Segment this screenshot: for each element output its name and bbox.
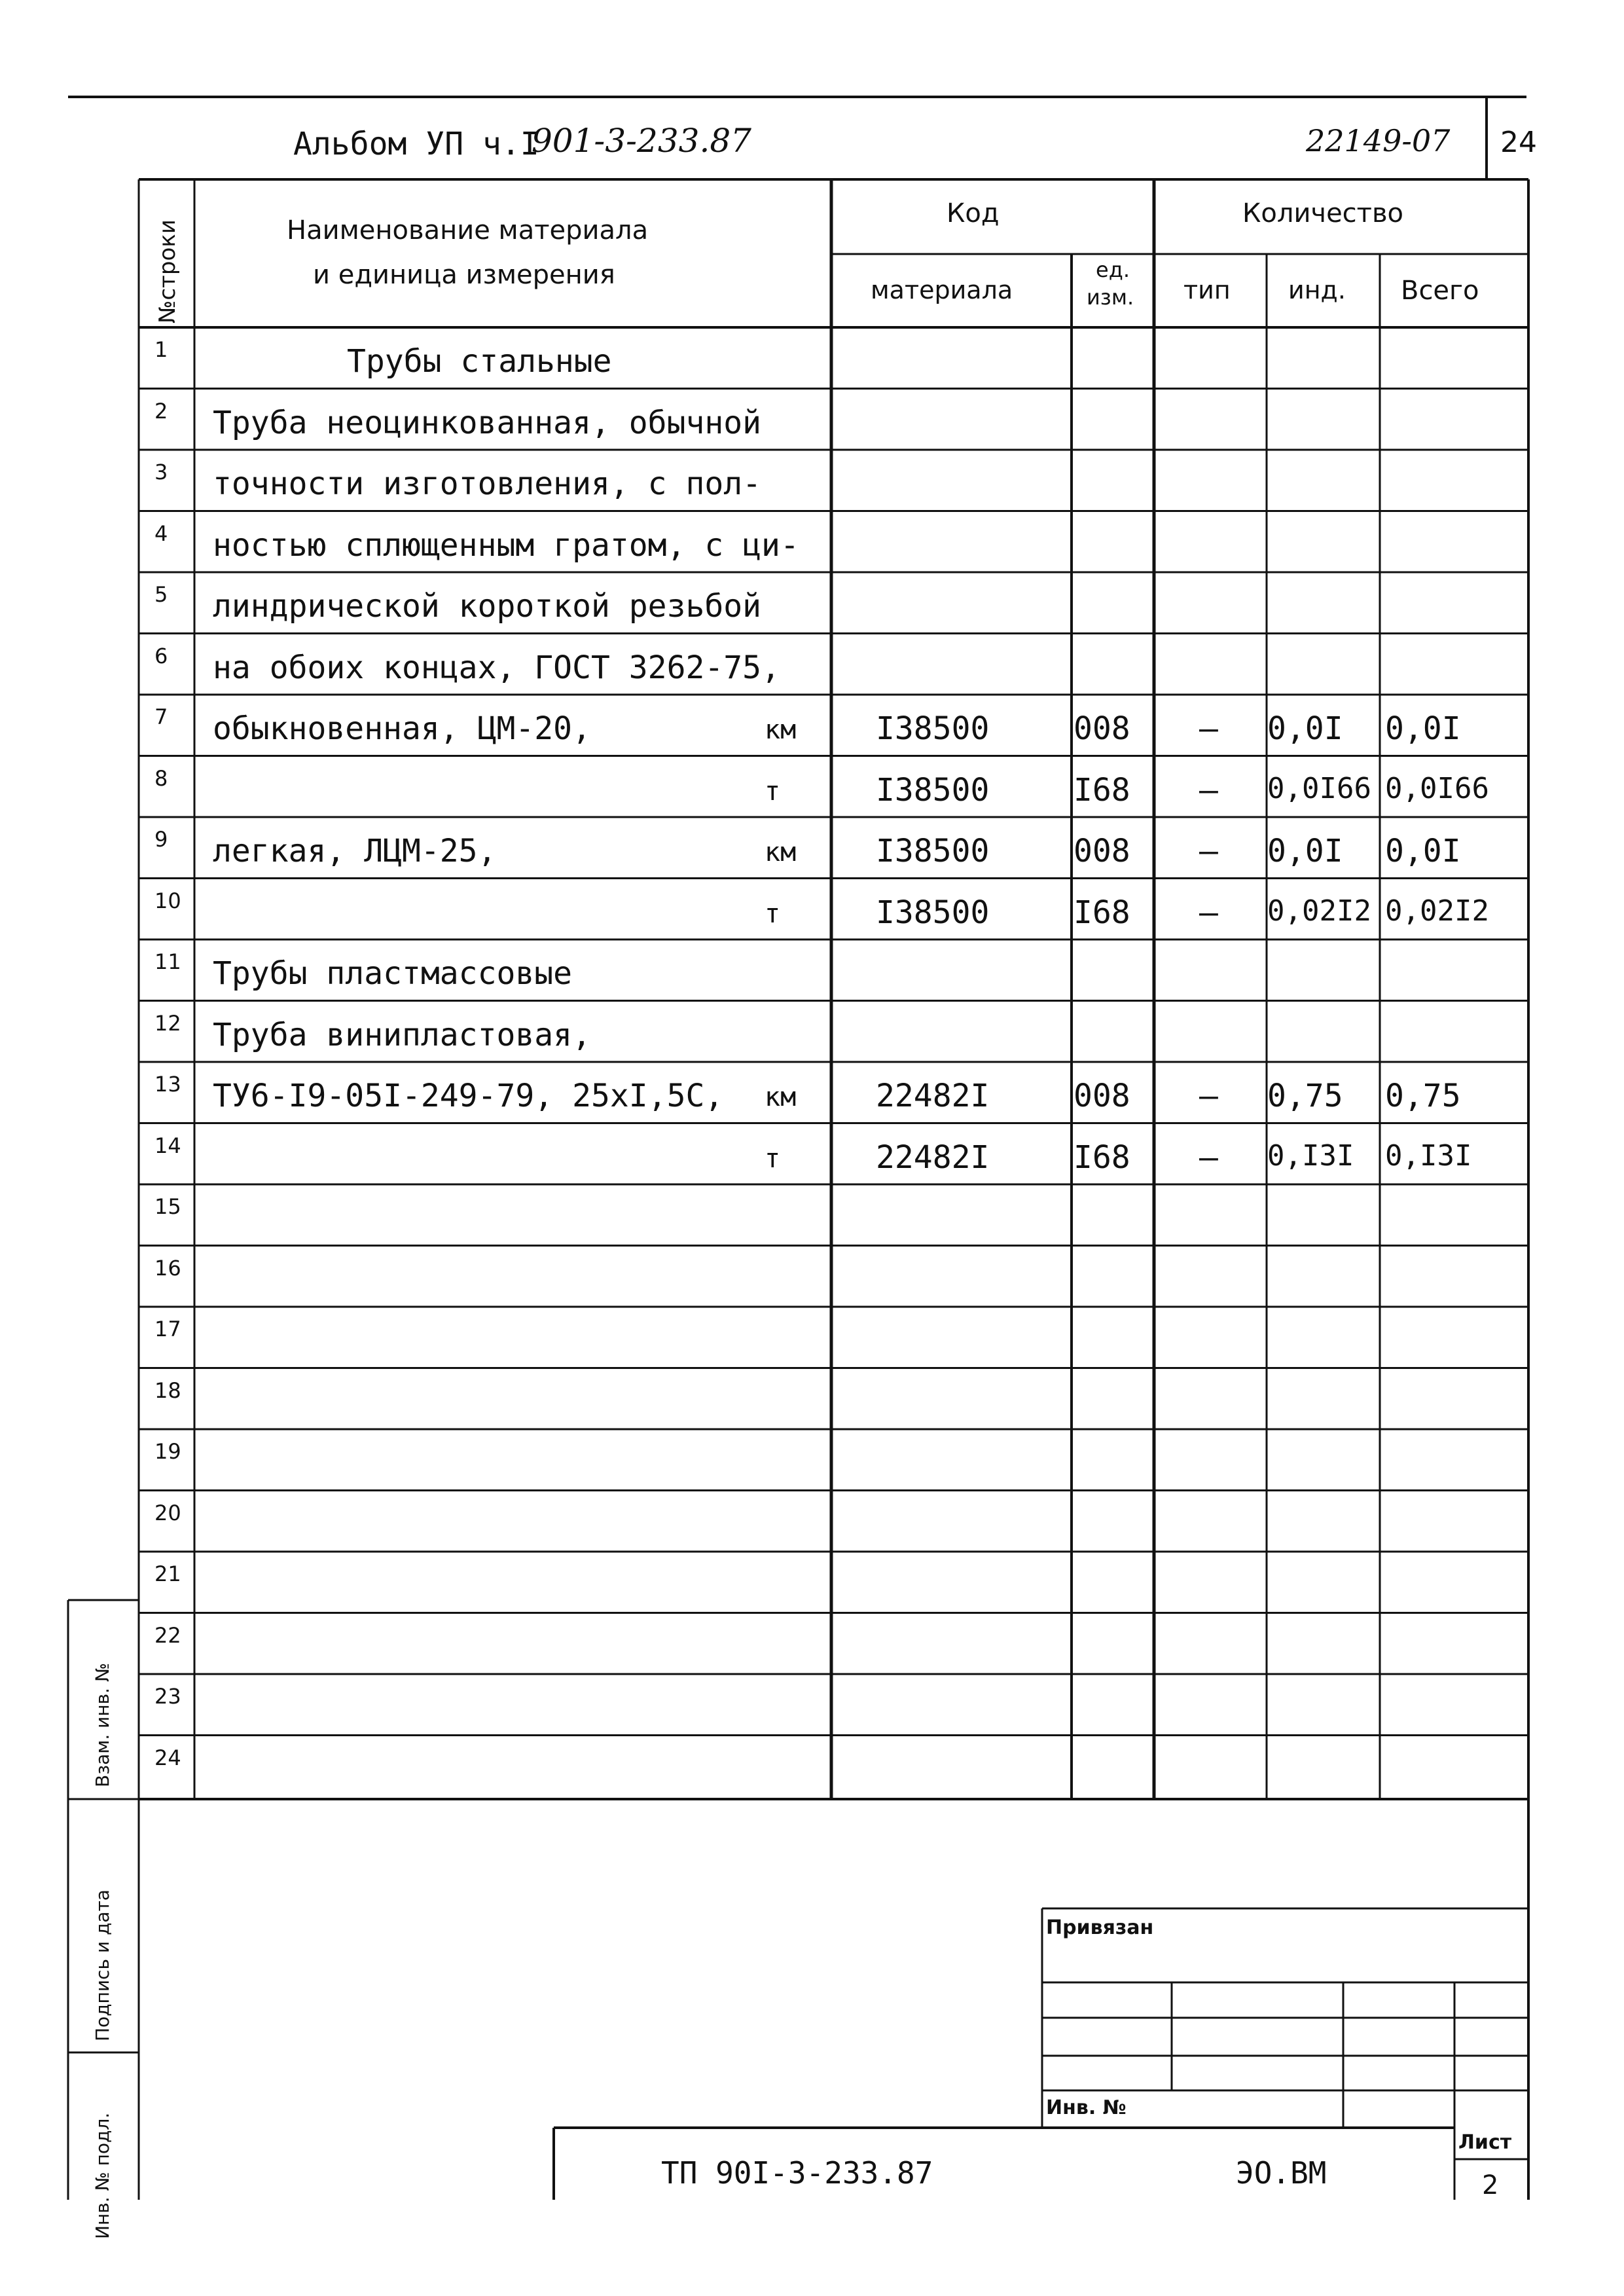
qty-ind: 0,0I [1267, 710, 1343, 747]
col-header-name-line2: и единица измерения [313, 260, 615, 290]
row-number: 17 [154, 1317, 181, 1341]
material-code: I38500 [876, 771, 990, 809]
row-number: 9 [154, 827, 168, 852]
qty-ind: 0,I3I [1267, 1139, 1354, 1173]
uom-code: 008 [1074, 1078, 1130, 1114]
row-number: 16 [154, 1255, 181, 1281]
qty-total: 0,I3I [1385, 1139, 1472, 1173]
material-code: 22482I [876, 1139, 990, 1176]
qty-ind: 0,02I2 [1267, 894, 1371, 928]
col-header-unit-line2: изм. [1087, 285, 1134, 310]
unit: км [765, 1082, 797, 1112]
row-number: 10 [154, 888, 181, 913]
qty-ind: 0,0I [1267, 833, 1343, 869]
sheet-code: ЭО.ВМ [1236, 2155, 1327, 2191]
row-number: 24 [154, 1745, 181, 1770]
material-code: I38500 [876, 894, 990, 931]
unit: т [765, 1143, 781, 1174]
row-number: 1 [154, 337, 168, 362]
uom-code: 008 [1074, 710, 1130, 747]
qty-total: 0,02I2 [1385, 894, 1489, 928]
material-code: 22482I [876, 1078, 990, 1114]
material-name: Трубы пластмассовые [213, 955, 573, 992]
row-number: 15 [154, 1194, 181, 1219]
row-number: 21 [154, 1561, 181, 1586]
row-number: 6 [154, 643, 168, 668]
row-number: 22 [154, 1622, 181, 1648]
qty-ind: 0,75 [1267, 1078, 1343, 1114]
col-header-qty-total: Всего [1401, 276, 1479, 306]
material-name: обыкновенная, ЦМ-20, [213, 710, 591, 747]
sheet-number: 2 [1482, 2170, 1499, 2200]
uom-code: 008 [1074, 833, 1130, 869]
inv-no-orig-caption: Инв. № подл. [92, 2112, 113, 2239]
material-name: ТУ6-I9-05I-249-79, 25хI,5С, [213, 1078, 724, 1114]
album-title: Альбом УП ч.I [293, 126, 539, 162]
row-number: 19 [154, 1439, 181, 1464]
row-number: 7 [154, 704, 168, 729]
col-header-code: Код [947, 198, 1000, 228]
qty-total: 0,75 [1385, 1078, 1461, 1114]
page-number: 24 [1500, 126, 1537, 159]
material-name: точности изготовления, с пол- [213, 465, 762, 502]
unit: т [765, 776, 781, 807]
qty-type: – [1199, 1078, 1218, 1114]
qty-total: 0,0I66 [1385, 771, 1489, 805]
row-number: 18 [154, 1377, 181, 1403]
material-name: линдрической короткой резьбой [213, 588, 762, 625]
signature-date-caption: Подпись и дата [92, 1889, 113, 2041]
col-header-unit-line1: ед. [1096, 257, 1130, 282]
material-name: на обоих концах, ГОСТ 3262-75, [213, 649, 780, 686]
row-number: 5 [154, 582, 168, 607]
bound-label: Привязан [1046, 1916, 1154, 1939]
uom-code: I68 [1074, 1139, 1130, 1176]
document-code: ТП 90I-3-233.87 [661, 2155, 933, 2191]
col-header-qty-type: тип [1183, 276, 1231, 304]
qty-type: – [1199, 710, 1218, 747]
unit: км [765, 715, 797, 745]
col-header-qty-ind: инд. [1288, 276, 1346, 304]
material-name: Труба винипластовая, [213, 1016, 591, 1053]
col-header-quantity: Количество [1242, 198, 1404, 228]
row-number: 4 [154, 520, 168, 546]
row-number: 23 [154, 1684, 181, 1709]
sheet-label: Лист [1458, 2131, 1512, 2154]
row-number: 2 [154, 398, 168, 424]
replace-inv-caption: Взам. инв. № [92, 1662, 113, 1787]
material-name: ностью сплющенным гратом, с ци- [213, 526, 799, 564]
order-number: 22149-07 [1306, 123, 1451, 158]
qty-type: – [1199, 1139, 1218, 1176]
material-code: I38500 [876, 833, 990, 869]
material-code: I38500 [876, 710, 990, 747]
qty-total: 0,0I [1385, 710, 1461, 747]
row-number: 11 [154, 949, 181, 974]
inv-number-label: Инв. № [1046, 2096, 1127, 2119]
unit: км [765, 837, 797, 867]
uom-code: I68 [1074, 894, 1130, 931]
qty-total: 0,0I [1385, 833, 1461, 869]
material-name: Трубы стальные [347, 343, 612, 380]
unit: т [765, 898, 781, 929]
row-number: 12 [154, 1010, 181, 1036]
qty-type: – [1199, 833, 1218, 869]
material-name: легкая, ЛЦМ-25, [213, 833, 497, 869]
material-name: Труба неоцинкованная, обычной [213, 404, 762, 441]
qty-type: – [1199, 771, 1218, 809]
qty-ind: 0,0I66 [1267, 771, 1371, 805]
col-header-name-line1: Наименование материала [287, 215, 649, 246]
row-number: 14 [154, 1133, 181, 1158]
col-header-material-code: материала [871, 276, 1013, 304]
row-number: 8 [154, 765, 168, 791]
row-number: 3 [154, 460, 168, 484]
col-header-row-number: №строки [154, 219, 181, 323]
uom-code: I68 [1074, 771, 1130, 809]
album-code: 901-3-233.87 [532, 122, 751, 160]
row-number: 13 [154, 1072, 181, 1097]
row-number: 20 [154, 1500, 181, 1525]
qty-type: – [1199, 894, 1218, 931]
